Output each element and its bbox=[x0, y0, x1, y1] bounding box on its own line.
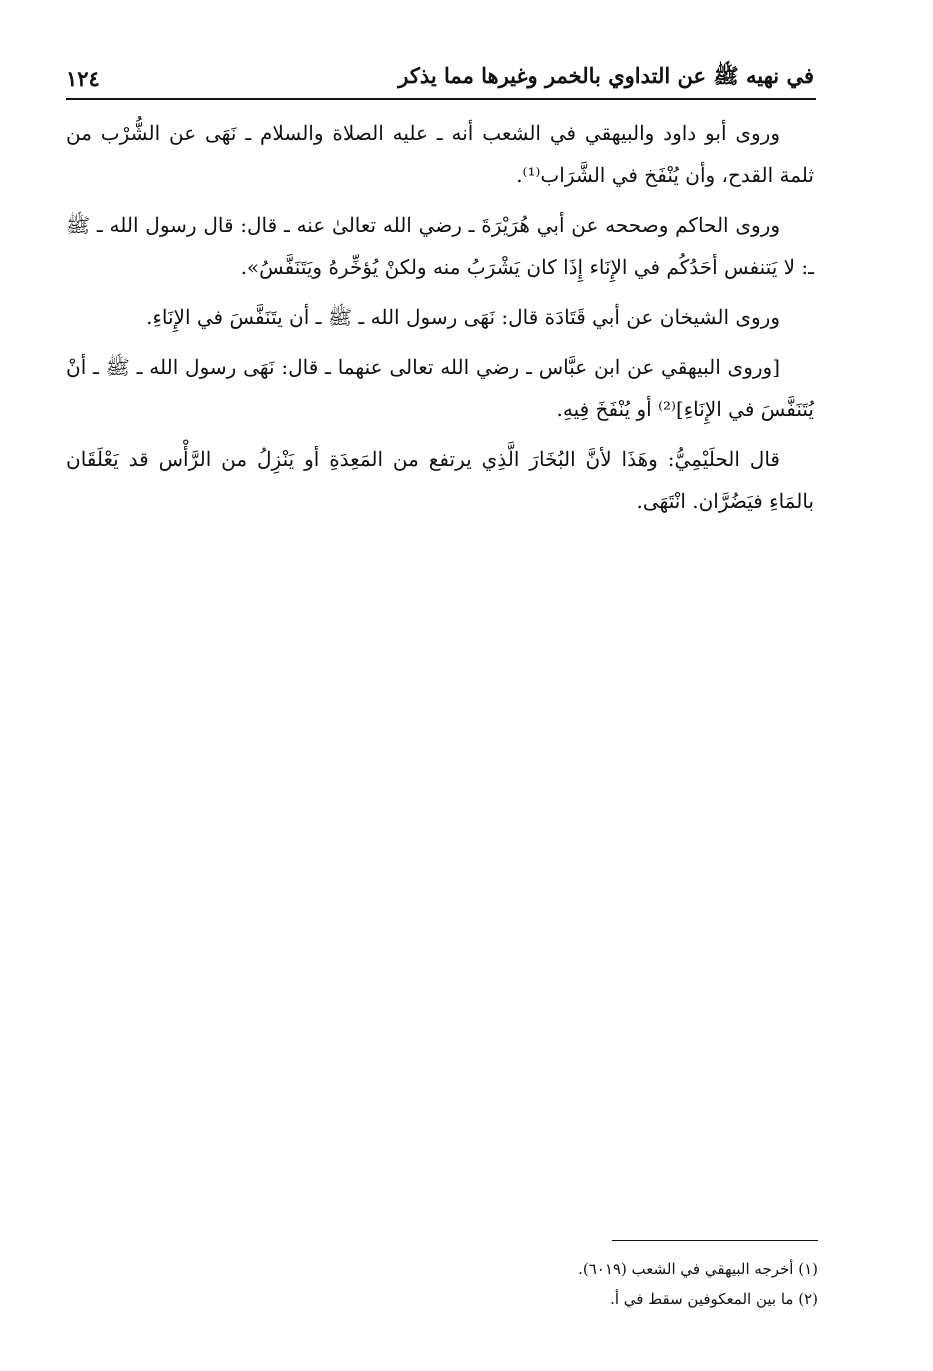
paragraph: قال الحلَيْمِيُّ: وهَذَا لأنَّ البُخَارَ الَّذِي يرتفع من المَعِدَةِ أو يَنْزِلُ من الرَّأْس قد يَعْلَقَان بالمَاءِ فيَضُرَّان. انْتَهَى. bbox=[66, 447, 814, 513]
footnote: (١) أخرجه البيهقي في الشعب (٦٠١٩). bbox=[578, 1260, 818, 1278]
page-number: ١٢٤ bbox=[66, 65, 100, 91]
paragraph: [وروى البيهقي عن ابن عبَّاس ـ رضي الله تعالى عنهما ـ قال: نَهَى رسول الله ـ ﷺ ـ أنْ يُتَنَفَّسَ في الإِنَاءِ]⁽²⁾ أو يُنْفَخَ فِيهِ. bbox=[66, 355, 814, 421]
main-text bbox=[66, 112, 814, 530]
running-title: في نهيه ﷺ عن التداوي بالخمر وغيرها مما يذكر bbox=[398, 62, 814, 88]
paragraph: وروى الحاكم وصححه عن أبي هُرَيْرَةَ ـ رضي الله تعالىٰ عنه ـ قال: قال رسول الله ـ ﷺ ـ: لا يَتنفس أحَدُكُم في الإِنَاء إِذَا كان يَشْرَبُ منه ولكنْ يُؤخِّرهُ ويَتَنَفَّسُ». bbox=[66, 213, 814, 279]
footnote-rule bbox=[612, 1240, 818, 1241]
paragraph: وروى أبو داود والبيهقي في الشعب أنه ـ عليه الصلاة والسلام ـ نَهَى عن الشُّرْب من ثلمة القدح، وأن يُنْفَخ في الشَّرَاب⁽¹⁾. bbox=[66, 121, 814, 187]
paragraph: وروى الشيخان عن أبي قَتَادَة قال: نَهَى رسول الله ـ ﷺ ـ أن يتَنَفَّسَ في الإِنَاءِ. bbox=[146, 305, 780, 329]
footnotes bbox=[66, 1254, 818, 1314]
footnote: (٢) ما بين المعكوفين سقط في أ. bbox=[610, 1290, 818, 1308]
header-rule bbox=[66, 98, 816, 100]
page-header bbox=[66, 58, 814, 98]
